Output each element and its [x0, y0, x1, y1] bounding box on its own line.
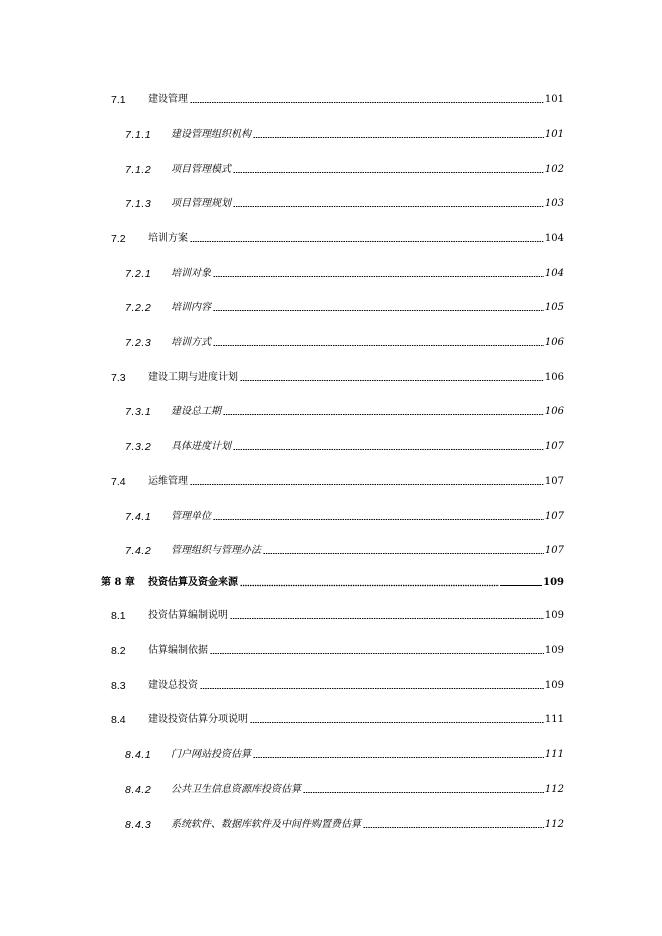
toc-entry[interactable] [125, 160, 564, 176]
toc-entry-number: 7.2.1 [125, 268, 152, 280]
toc-entry-page: 111 [544, 749, 564, 760]
toc-entry[interactable] [125, 780, 564, 796]
toc-entry-number: 7.1.3 [125, 198, 152, 210]
toc-entry[interactable] [111, 676, 564, 692]
toc-entry[interactable] [125, 298, 564, 314]
toc-entry[interactable] [125, 333, 564, 349]
toc-dot-leader [233, 448, 544, 451]
toc-entry-title: 具体进度计划 [171, 441, 231, 452]
toc-entry-title: 项目管理模式 [171, 164, 231, 175]
toc-entry-page: 103 [544, 198, 564, 209]
toc-entry-page: 106 [544, 372, 564, 383]
toc-dot-leader [263, 552, 544, 555]
toc-entry[interactable] [125, 437, 564, 453]
toc-chapter-number: 第 8 章 [101, 577, 135, 588]
toc-entry-page: 106 [544, 337, 564, 348]
toc-entry-number: 7.4.1 [125, 511, 152, 523]
toc-dot-leader [363, 826, 544, 829]
toc-entry-number: 7.4 [111, 476, 126, 488]
toc-dot-leader [223, 413, 544, 416]
toc-entry[interactable] [125, 745, 564, 761]
toc-entry-title: 门户网站投资估算 [171, 749, 251, 760]
toc-entry-page: 101 [544, 94, 564, 105]
toc-dot-leader [200, 687, 544, 690]
toc-dot-leader [213, 518, 544, 521]
toc-entry-page: 112 [544, 819, 564, 830]
toc-dot-leader [253, 136, 544, 139]
toc-dot-leader [230, 617, 544, 620]
toc-entry-title: 培训内容 [171, 302, 211, 313]
toc-entry-number: 8.4 [111, 714, 126, 726]
toc-dot-leader [240, 584, 499, 587]
toc-entry[interactable] [111, 710, 564, 726]
toc-entry-page: 101 [544, 129, 564, 140]
toc-entry-title: 管理组织与管理办法 [171, 545, 261, 556]
toc-entry-title: 培训方案 [148, 233, 188, 244]
toc-entry-number: 7.4.2 [125, 545, 152, 557]
toc-chapter-entry[interactable] [101, 573, 564, 589]
toc-entry-page: 104 [544, 268, 564, 279]
toc-dot-leader [210, 652, 544, 655]
toc-dot-leader [213, 309, 544, 312]
toc-entry[interactable] [111, 90, 564, 106]
toc-entry-number: 7.1.1 [125, 129, 152, 141]
toc-entry-page: 106 [544, 406, 564, 417]
toc-entry[interactable] [125, 507, 564, 523]
toc-entry-number: 7.3.2 [125, 441, 152, 453]
toc-entry-title: 估算编制依据 [148, 645, 208, 656]
toc-dot-leader [233, 205, 544, 208]
toc-entry-page: 105 [544, 302, 564, 313]
toc-entry-page: 107 [544, 511, 564, 522]
toc-entry-page: 107 [544, 545, 564, 556]
toc-dot-leader [240, 379, 544, 382]
toc-entry[interactable] [111, 641, 564, 657]
toc-dot-leader [213, 344, 544, 347]
toc-entry[interactable] [111, 472, 564, 488]
toc-entry[interactable] [125, 402, 564, 418]
toc-entry[interactable] [125, 125, 564, 141]
toc-entry-number: 7.3.1 [125, 406, 152, 418]
toc-entry-page: 109 [544, 680, 564, 691]
toc-entry-title: 建设管理组织机构 [171, 129, 251, 140]
toc-entry-number: 7.2 [111, 233, 126, 245]
toc-entry-number: 8.4.3 [125, 819, 152, 831]
toc-entry-number: 7.1 [111, 94, 126, 106]
toc-entry-number: 8.4.2 [125, 784, 152, 796]
toc-entry-number: 7.2.3 [125, 337, 152, 349]
toc-entry-title: 建设总工期 [171, 406, 221, 417]
toc-entry[interactable] [111, 229, 564, 245]
toc-entry-title: 建设投资估算分项说明 [148, 714, 248, 725]
toc-entry[interactable] [125, 815, 564, 831]
toc-entry-page: 109 [543, 577, 564, 588]
toc-dot-leader [190, 483, 544, 486]
toc-entry-page: 107 [544, 441, 564, 452]
toc-entry-title: 投资估算编制说明 [148, 610, 228, 621]
toc-dot-leader [250, 721, 544, 724]
toc-entry-number: 7.1.2 [125, 164, 152, 176]
toc-leader-rule [500, 585, 542, 586]
toc-dot-leader [213, 275, 544, 278]
toc-entry-title: 投资估算及资金来源 [148, 577, 238, 588]
toc-entry-number: 8.3 [111, 680, 126, 692]
toc-dot-leader [190, 101, 544, 104]
toc-entry[interactable] [125, 194, 564, 210]
toc-entry-page: 112 [544, 784, 564, 795]
toc-entry-number: 8.4.1 [125, 749, 152, 761]
toc-entry[interactable] [125, 541, 564, 557]
toc-entry-title: 培训方式 [171, 337, 211, 348]
toc-dot-leader [253, 756, 544, 759]
toc-entry-title: 建设总投资 [148, 680, 198, 691]
toc-entry-number: 7.3 [111, 372, 126, 384]
toc-entry-title: 培训对象 [171, 268, 211, 279]
toc-entry-title: 建设管理 [148, 94, 188, 105]
toc-entry-title: 公共卫生信息资源库投资估算 [171, 784, 301, 795]
toc-entry[interactable] [125, 264, 564, 280]
toc-entry[interactable] [111, 606, 564, 622]
toc-entry-page: 111 [544, 714, 564, 725]
toc-entry[interactable] [111, 368, 564, 384]
toc-entry-title: 运维管理 [148, 476, 188, 487]
toc-entry-page: 102 [544, 164, 564, 175]
toc-entry-title: 建设工期与进度计划 [148, 372, 238, 383]
toc-entry-page: 104 [544, 233, 564, 244]
toc-dot-leader [303, 791, 544, 794]
toc-entry-title: 项目管理规划 [171, 198, 231, 209]
toc-dot-leader [190, 240, 544, 243]
toc-entry-number: 8.1 [111, 610, 126, 622]
toc-dot-leader [233, 171, 544, 174]
toc-entry-title: 管理单位 [171, 511, 211, 522]
toc-entry-page: 109 [544, 645, 564, 656]
toc-entry-number: 8.2 [111, 645, 126, 657]
toc-entry-number: 7.2.2 [125, 302, 152, 314]
toc-entry-title: 系统软件、数据库软件及中间件购置费估算 [171, 819, 361, 830]
toc-entry-page: 109 [544, 610, 564, 621]
toc-entry-page: 107 [544, 476, 564, 487]
